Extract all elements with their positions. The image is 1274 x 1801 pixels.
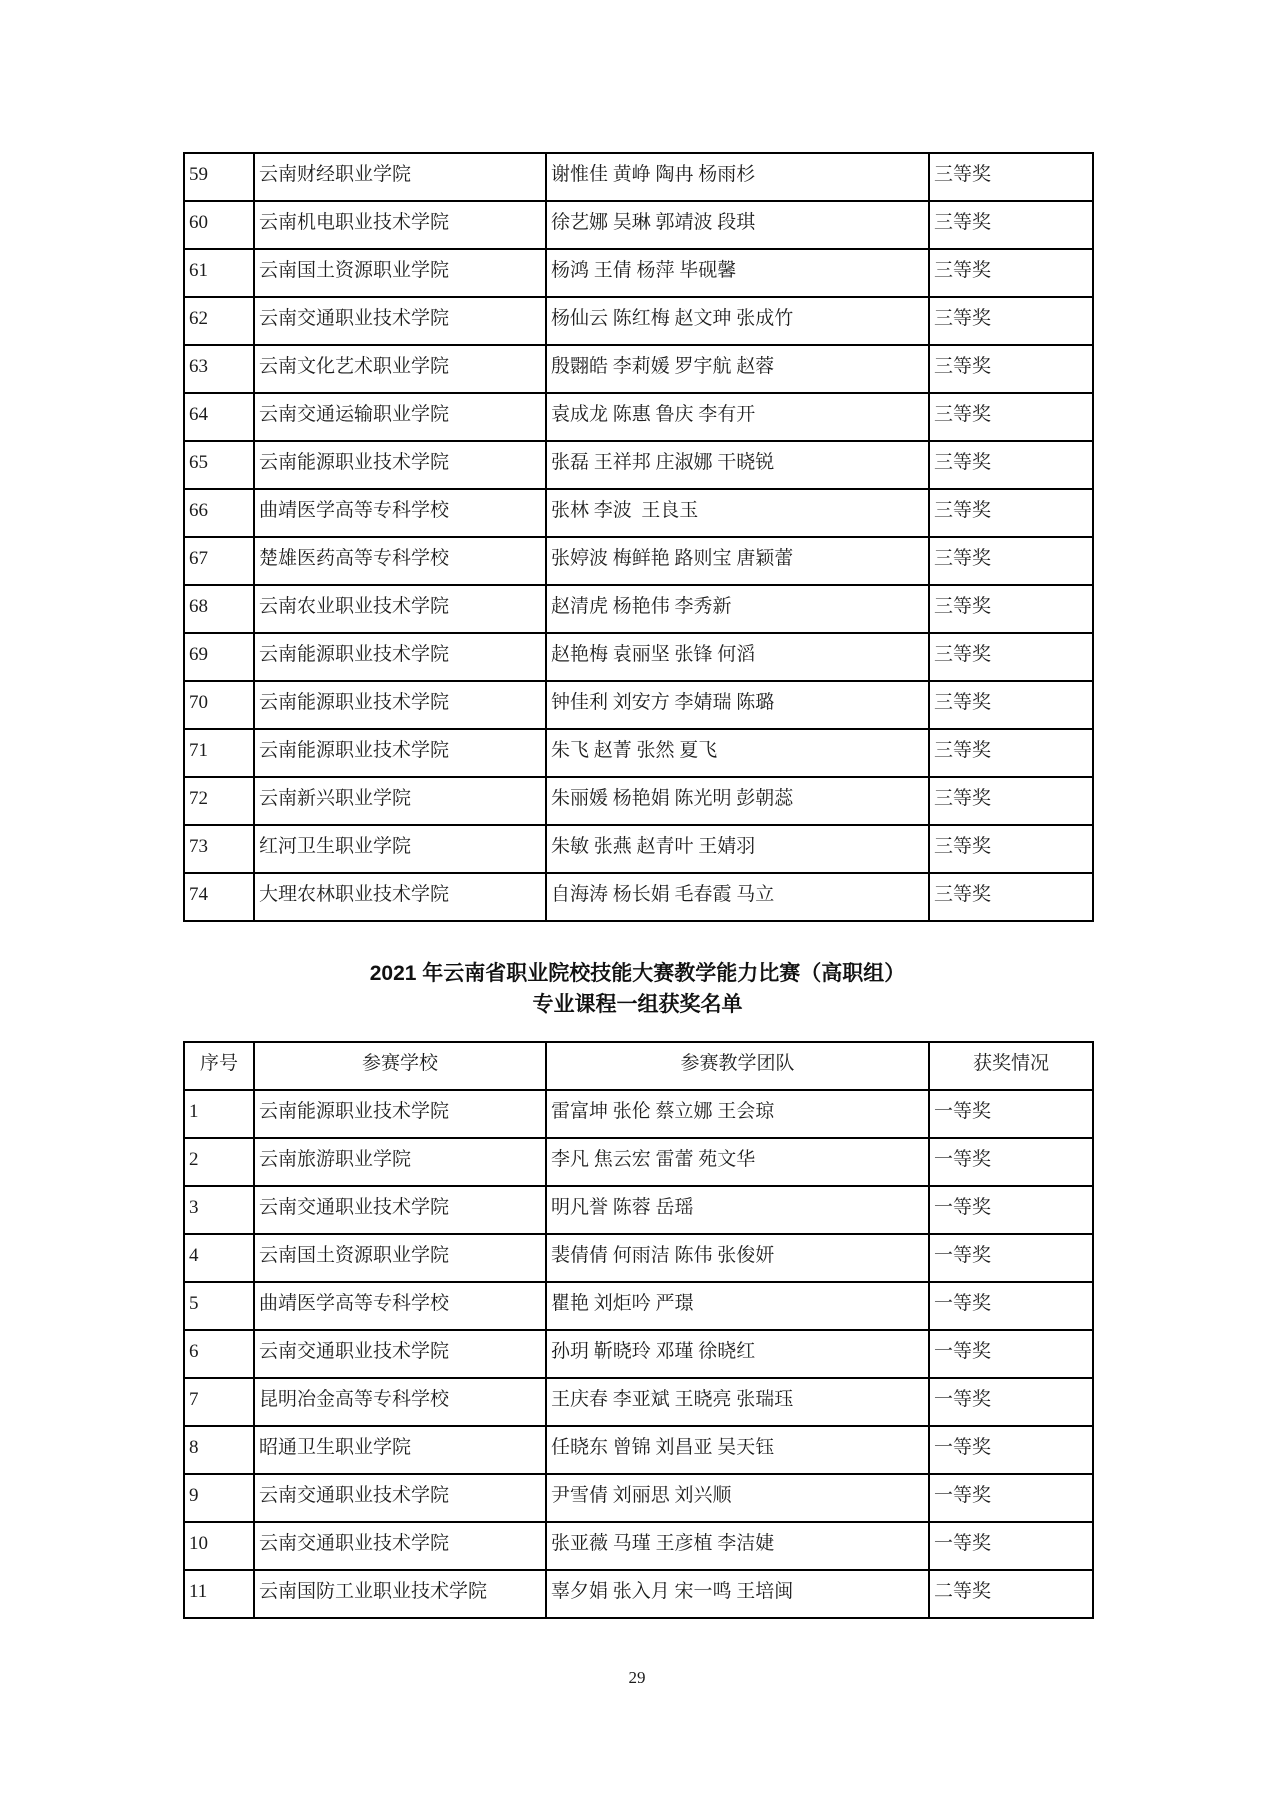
school-cell: 云南国防工业职业技术学院: [254, 1570, 546, 1618]
serial-cell: 73: [184, 825, 254, 873]
award-cell: 三等奖: [929, 777, 1093, 825]
award-cell: 三等奖: [929, 297, 1093, 345]
serial-cell: 69: [184, 633, 254, 681]
team-cell: 杨仙云 陈红梅 赵文珅 张成竹: [546, 297, 929, 345]
table1-body: [184, 153, 1093, 921]
header-serial: 序号: [184, 1042, 254, 1090]
team-cell: 徐艺娜 吴琳 郭靖波 段琪: [546, 201, 929, 249]
table-row: [184, 153, 1093, 201]
school-cell: 云南机电职业技术学院: [254, 201, 546, 249]
section-title-line1: 2021 年云南省职业院校技能大赛教学能力比赛（高职组）: [369, 962, 906, 985]
section-title: [183, 958, 1092, 1020]
serial-cell: 9: [184, 1474, 254, 1522]
school-cell: 云南交通职业技术学院: [254, 1474, 546, 1522]
team-cell: 雷富坤 张伦 蔡立娜 王会琼: [546, 1090, 929, 1138]
serial-cell: 62: [184, 297, 254, 345]
table-row: [184, 249, 1093, 297]
serial-cell: 59: [184, 153, 254, 201]
team-cell: 朱飞 赵菁 张然 夏飞: [546, 729, 929, 777]
table-row: [184, 297, 1093, 345]
school-cell: 昆明冶金高等专科学校: [254, 1378, 546, 1426]
page-number: 29: [628, 1668, 646, 1687]
table-row: [184, 345, 1093, 393]
table-row: [184, 1186, 1093, 1234]
table-row: [184, 1090, 1093, 1138]
table-row: [184, 201, 1093, 249]
school-cell: 云南能源职业技术学院: [254, 681, 546, 729]
award-table-group-one: [183, 1041, 1094, 1619]
team-cell: 瞿艳 刘炬吟 严璟: [546, 1282, 929, 1330]
team-cell: 谢惟佳 黄峥 陶冉 杨雨杉: [546, 153, 929, 201]
team-cell: 明凡誉 陈蓉 岳瑶: [546, 1186, 929, 1234]
team-cell: 赵清虎 杨艳伟 李秀新: [546, 585, 929, 633]
table-row: [184, 393, 1093, 441]
award-cell: 一等奖: [929, 1138, 1093, 1186]
table2-body: [184, 1090, 1093, 1618]
serial-cell: 6: [184, 1330, 254, 1378]
school-cell: 曲靖医学高等专科学校: [254, 489, 546, 537]
table-row: [184, 777, 1093, 825]
table-row: [184, 1330, 1093, 1378]
team-cell: 张磊 王祥邦 庄淑娜 干晓锐: [546, 441, 929, 489]
award-cell: 三等奖: [929, 201, 1093, 249]
serial-cell: 4: [184, 1234, 254, 1282]
school-cell: 云南旅游职业学院: [254, 1138, 546, 1186]
serial-cell: 66: [184, 489, 254, 537]
team-cell: 王庆春 李亚斌 王晓亮 张瑞珏: [546, 1378, 929, 1426]
team-cell: 张林 李波 王良玉: [546, 489, 929, 537]
table-row: [184, 681, 1093, 729]
table-row: [184, 1474, 1093, 1522]
team-cell: 张亚薇 马瑾 王彦植 李洁婕: [546, 1522, 929, 1570]
school-cell: 云南交通职业技术学院: [254, 1330, 546, 1378]
award-cell: 一等奖: [929, 1282, 1093, 1330]
serial-cell: 65: [184, 441, 254, 489]
school-cell: 云南农业职业技术学院: [254, 585, 546, 633]
school-cell: 云南交通运输职业学院: [254, 393, 546, 441]
table-row: [184, 1522, 1093, 1570]
school-cell: 云南国土资源职业学院: [254, 249, 546, 297]
table-row: [184, 1138, 1093, 1186]
table-row: [184, 1570, 1093, 1618]
serial-cell: 63: [184, 345, 254, 393]
serial-cell: 10: [184, 1522, 254, 1570]
school-cell: 云南国土资源职业学院: [254, 1234, 546, 1282]
school-cell: 云南能源职业技术学院: [254, 1090, 546, 1138]
school-cell: 云南交通职业技术学院: [254, 1186, 546, 1234]
team-cell: 钟佳利 刘安方 李婧瑞 陈璐: [546, 681, 929, 729]
table-header-row: [184, 1042, 1093, 1090]
serial-cell: 67: [184, 537, 254, 585]
school-cell: 云南文化艺术职业学院: [254, 345, 546, 393]
team-cell: 孙玥 靳晓玲 邓瑾 徐晓红: [546, 1330, 929, 1378]
serial-cell: 3: [184, 1186, 254, 1234]
school-cell: 楚雄医药高等专科学校: [254, 537, 546, 585]
award-cell: 一等奖: [929, 1330, 1093, 1378]
section-title-line2: 专业课程一组获奖名单: [532, 993, 743, 1016]
table-row: [184, 585, 1093, 633]
serial-cell: 8: [184, 1426, 254, 1474]
school-cell: 云南交通职业技术学院: [254, 1522, 546, 1570]
table-row: [184, 1282, 1093, 1330]
serial-cell: 2: [184, 1138, 254, 1186]
table-row: [184, 1426, 1093, 1474]
serial-cell: 11: [184, 1570, 254, 1618]
award-cell: 三等奖: [929, 441, 1093, 489]
team-cell: 殷翾皓 李莉媛 罗宇航 赵蓉: [546, 345, 929, 393]
header-school: 参赛学校: [254, 1042, 546, 1090]
team-cell: 辜夕娟 张入月 宋一鸣 王培闽: [546, 1570, 929, 1618]
award-cell: 一等奖: [929, 1426, 1093, 1474]
table-row: [184, 825, 1093, 873]
school-cell: 云南财经职业学院: [254, 153, 546, 201]
award-cell: 三等奖: [929, 537, 1093, 585]
award-cell: 三等奖: [929, 153, 1093, 201]
team-cell: 朱丽媛 杨艳娟 陈光明 彭朝蕊: [546, 777, 929, 825]
team-cell: 任晓东 曾锦 刘昌亚 吴天钰: [546, 1426, 929, 1474]
award-cell: 三等奖: [929, 585, 1093, 633]
serial-cell: 61: [184, 249, 254, 297]
school-cell: 云南能源职业技术学院: [254, 633, 546, 681]
team-cell: 袁成龙 陈惠 鲁庆 李有开: [546, 393, 929, 441]
award-cell: 三等奖: [929, 393, 1093, 441]
table-row: [184, 1378, 1093, 1426]
award-cell: 三等奖: [929, 345, 1093, 393]
school-cell: 红河卫生职业学院: [254, 825, 546, 873]
document-content: [183, 0, 1092, 1619]
award-cell: 三等奖: [929, 729, 1093, 777]
table-row: [184, 729, 1093, 777]
team-cell: 朱敏 张燕 赵青叶 王婧羽: [546, 825, 929, 873]
header-team: 参赛教学团队: [546, 1042, 929, 1090]
serial-cell: 68: [184, 585, 254, 633]
school-cell: 曲靖医学高等专科学校: [254, 1282, 546, 1330]
serial-cell: 72: [184, 777, 254, 825]
serial-cell: 64: [184, 393, 254, 441]
award-cell: 一等奖: [929, 1474, 1093, 1522]
school-cell: 昭通卫生职业学院: [254, 1426, 546, 1474]
award-cell: 一等奖: [929, 1234, 1093, 1282]
serial-cell: 71: [184, 729, 254, 777]
team-cell: 裴倩倩 何雨洁 陈伟 张俊妍: [546, 1234, 929, 1282]
team-cell: 尹雪倩 刘丽思 刘兴顺: [546, 1474, 929, 1522]
table-row: [184, 873, 1093, 921]
serial-cell: 74: [184, 873, 254, 921]
table-row: [184, 1234, 1093, 1282]
team-cell: 杨鸿 王倩 杨萍 毕砚馨: [546, 249, 929, 297]
award-cell: 三等奖: [929, 489, 1093, 537]
table-row: [184, 441, 1093, 489]
school-cell: 云南能源职业技术学院: [254, 729, 546, 777]
school-cell: 云南新兴职业学院: [254, 777, 546, 825]
header-award: 获奖情况: [929, 1042, 1093, 1090]
serial-cell: 7: [184, 1378, 254, 1426]
team-cell: 自海涛 杨长娟 毛春霞 马立: [546, 873, 929, 921]
school-cell: 云南交通职业技术学院: [254, 297, 546, 345]
serial-cell: 70: [184, 681, 254, 729]
serial-cell: 1: [184, 1090, 254, 1138]
table-row: [184, 537, 1093, 585]
award-cell: 一等奖: [929, 1522, 1093, 1570]
award-cell: 一等奖: [929, 1090, 1093, 1138]
school-cell: 大理农林职业技术学院: [254, 873, 546, 921]
award-cell: 一等奖: [929, 1378, 1093, 1426]
team-cell: 张婷波 梅鲜艳 路则宝 唐颖蕾: [546, 537, 929, 585]
award-cell: 一等奖: [929, 1186, 1093, 1234]
table-row: [184, 633, 1093, 681]
team-cell: 李凡 焦云宏 雷蕾 苑文华: [546, 1138, 929, 1186]
award-cell: 三等奖: [929, 681, 1093, 729]
serial-cell: 5: [184, 1282, 254, 1330]
award-cell: 三等奖: [929, 825, 1093, 873]
team-cell: 赵艳梅 袁丽坚 张锋 何滔: [546, 633, 929, 681]
award-cell: 三等奖: [929, 633, 1093, 681]
award-cell: 三等奖: [929, 873, 1093, 921]
serial-cell: 60: [184, 201, 254, 249]
table-row: [184, 489, 1093, 537]
award-cell: 三等奖: [929, 249, 1093, 297]
award-table-third-prize: [183, 152, 1094, 922]
school-cell: 云南能源职业技术学院: [254, 441, 546, 489]
award-cell: 二等奖: [929, 1570, 1093, 1618]
